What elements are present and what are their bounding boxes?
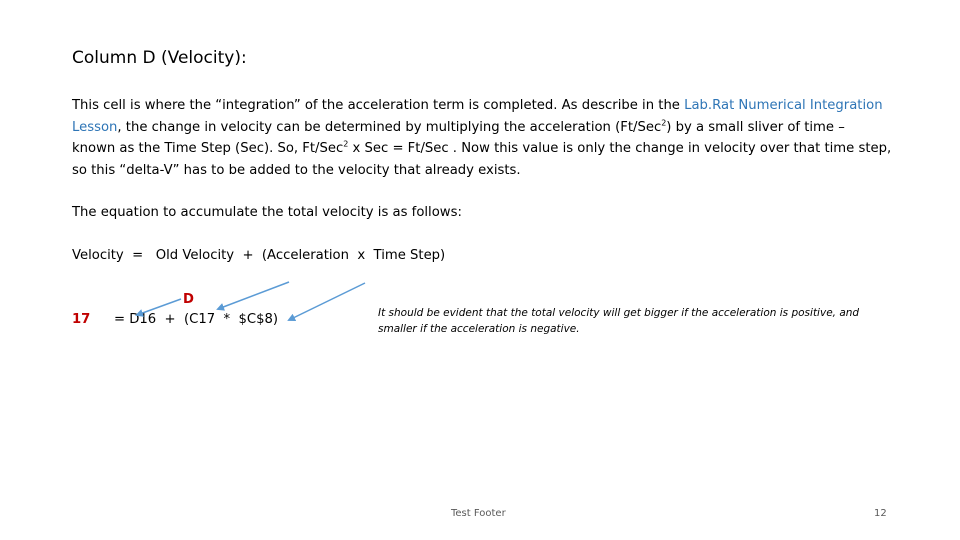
arrow-to-c8 bbox=[289, 283, 365, 320]
superscript-2: 2 bbox=[343, 139, 349, 149]
arrow-to-c17 bbox=[218, 282, 289, 309]
page-number: 12 bbox=[874, 508, 887, 519]
footer-text: Test Footer bbox=[451, 508, 506, 519]
cell-formula: = D16 + (C17 * $C$8) bbox=[114, 312, 279, 327]
paragraph-text-3: ) by a small sliver of time – known as the Time Step (Sec). So, Ft/Sec bbox=[72, 119, 845, 156]
velocity-formula: Velocity = Old Velocity + (Acceleration x Time Step) bbox=[72, 248, 446, 263]
lesson-link[interactable]: Lab.Rat Numerical Integration Lesson bbox=[72, 98, 883, 135]
column-header-label: D bbox=[183, 292, 194, 307]
paragraph-text-2: , the change in velocity can be determined by multiplying the acceleration (Ft/Sec bbox=[117, 119, 662, 135]
paragraph-text-1: This cell is where the “integration” of the acceleration term is completed. As describe in the bbox=[72, 98, 685, 113]
superscript-2: 2 bbox=[661, 118, 667, 128]
arrow-to-d16 bbox=[137, 299, 181, 315]
paragraph-text-4: x Sec = Ft/Sec . Now this value is only the change in velocity over that time step, so this “delta-V” has to be added to the velocity that already exists. bbox=[72, 141, 892, 178]
row-number-label: 17 bbox=[72, 312, 91, 327]
slide-title: Column D (Velocity): bbox=[72, 48, 247, 68]
equation-intro: The equation to accumulate the total velocity is as follows: bbox=[72, 205, 462, 220]
explanation-note: It should be evident that the total velocity will get bigger if the acceleration is positive, and smaller if the acceleration is negative. bbox=[378, 307, 860, 335]
